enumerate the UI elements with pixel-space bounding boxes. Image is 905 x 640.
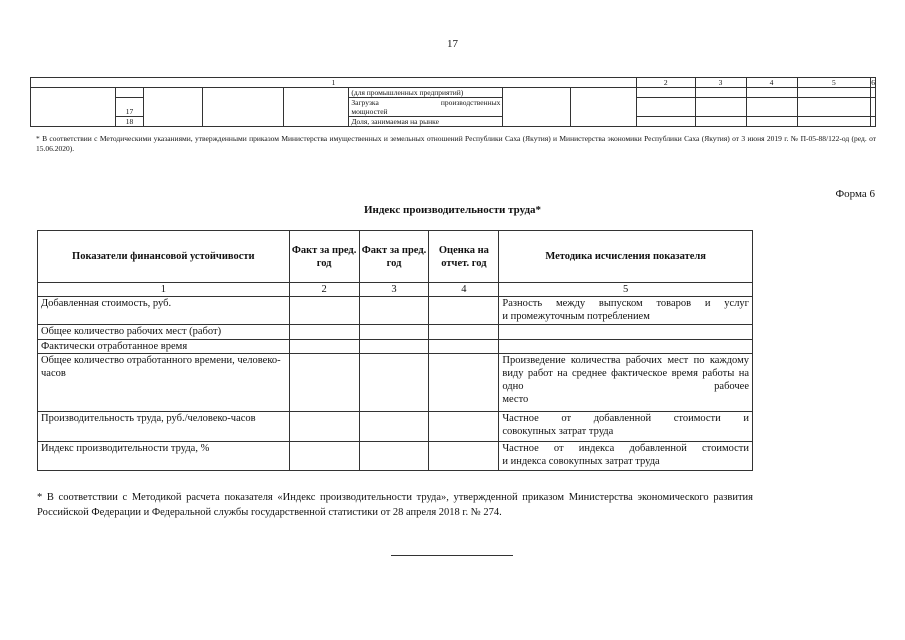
value-cell (359, 297, 429, 325)
value-cell (359, 442, 429, 471)
value-cell (359, 412, 429, 442)
column-number: 6 (871, 78, 875, 87)
cell (636, 98, 695, 117)
value-cell (429, 325, 499, 340)
indicator-cell: Доля, занимаемая на рынке (349, 117, 503, 127)
header-fact-prev-1: Факт за пред. год (289, 231, 359, 283)
column-number: 5 (797, 78, 871, 88)
value-cell (429, 354, 499, 412)
indicator-cell: Общее количество отработанного времени, человеко-часов (38, 354, 290, 412)
value-cell (359, 354, 429, 412)
method-cell (499, 412, 753, 442)
cell (636, 88, 695, 98)
row-number: 17 (115, 98, 144, 117)
value-cell (289, 354, 359, 412)
value-cell (429, 340, 499, 354)
value-cell (429, 442, 499, 471)
value-cell (289, 340, 359, 354)
value-cell (429, 297, 499, 325)
header-indicators: Показатели финансовой устойчивости (38, 231, 290, 283)
method-cell (499, 325, 753, 340)
indicator-cell: Общее количество рабочих мест (работ) (38, 325, 290, 340)
cell (636, 117, 695, 127)
indicator-cell: Индекс производительности труда, % (38, 442, 290, 471)
cell (871, 88, 876, 98)
column-number: 4 (746, 78, 797, 88)
value-cell (429, 412, 499, 442)
method-text-last: место (502, 394, 529, 405)
table-row (38, 442, 753, 471)
table-header-row (31, 78, 876, 88)
header-method: Методика исчисления показателя (499, 231, 753, 283)
cell (571, 88, 637, 127)
header-estimate: Оценка на отчет. год (429, 231, 499, 283)
header-fact-prev-2: Факт за пред. год (359, 231, 429, 283)
indicator-cell: Добавленная стоимость, руб. (38, 297, 290, 325)
indicator-cell: (для промышленных предприятий) (349, 88, 503, 98)
table-row (38, 340, 753, 354)
footnote-bottom: * В соответствии с Методикой расчета показателя «Индекс производительности труда», утвержденной приказом Министерства экономического развития Российской Федерации и Федеральной службы государственной статистики от 28 апреля 2018 г. № 274. (37, 492, 753, 518)
cell (695, 117, 746, 127)
method-cell (499, 340, 753, 354)
value-cell (289, 297, 359, 325)
method-text: Частное от добавленной стоимости и (502, 413, 749, 424)
method-cell (499, 442, 753, 471)
indicator-text: Загрузка (351, 98, 379, 107)
value-cell (359, 325, 429, 340)
page-number: 17 (447, 38, 458, 50)
form-title: Индекс производительности труда* (363, 204, 542, 216)
method-cell (499, 354, 753, 412)
cell (871, 98, 876, 117)
column-number: 1 (31, 78, 637, 88)
table-row (38, 297, 753, 325)
value-cell (289, 412, 359, 442)
cell (283, 88, 349, 127)
indicator-cell: Производительность труда, руб./человеко-часов (38, 412, 290, 442)
indicator-text: производственных (440, 98, 501, 107)
cell (746, 98, 797, 117)
method-cell (499, 297, 753, 325)
column-number: 1 (38, 283, 290, 297)
row-number: 18 (115, 117, 144, 127)
method-text: Разность между выпуском товаров и услуг (502, 298, 749, 309)
cell (115, 88, 144, 98)
method-text-last: и индекса совокупных затрат труда (502, 456, 660, 467)
cell (871, 117, 876, 127)
cell (797, 117, 871, 127)
method-text: Частное от индекса добавленной стоимости (502, 443, 749, 454)
indicator-cell (349, 98, 503, 117)
labor-productivity-table (37, 230, 753, 471)
column-number: 5 (499, 283, 753, 297)
value-cell (289, 442, 359, 471)
cell (746, 117, 797, 127)
table-row (38, 325, 753, 340)
method-text-last: и промежуточным потреблением (502, 311, 650, 322)
column-number: 2 (289, 283, 359, 297)
table-row (38, 354, 753, 412)
cell (797, 88, 871, 98)
value-cell (359, 340, 429, 354)
column-number: 3 (695, 78, 746, 88)
bottom-rule (391, 555, 513, 556)
column-number: 2 (636, 78, 695, 88)
table-row (38, 412, 753, 442)
cell (695, 98, 746, 117)
table-header-row (38, 231, 753, 283)
cell (746, 88, 797, 98)
footnote-top: * В соответствии с Методическими указаниями, утвержденными приказом Министерства имущественных и земельных отношений Республики Саха (Якутия) и Министерства экономики Республики Саха (Якутия) от 3 июня 2019 г. № П-05-88/122-од (ред. от 15.06.2020). (36, 134, 876, 153)
cell (31, 88, 116, 127)
cell (144, 88, 202, 127)
value-cell (289, 325, 359, 340)
method-text: Произведение количества рабочих мест по каждому виду работ на среднее фактическое время работы на одно рабочее (502, 355, 749, 392)
method-text-last: совокупных затрат труда (502, 426, 614, 437)
indicator-cell: Фактически отработанное время (38, 340, 290, 354)
table-row (31, 88, 876, 98)
column-numbers-row (38, 283, 753, 297)
continuation-table (30, 77, 876, 127)
indicator-text: мощностей (351, 107, 388, 116)
cell (695, 88, 746, 98)
column-number: 4 (429, 283, 499, 297)
cell (202, 88, 283, 127)
cell (797, 98, 871, 117)
form-label: Форма 6 (835, 188, 875, 200)
cell (503, 88, 571, 127)
column-number: 3 (359, 283, 429, 297)
